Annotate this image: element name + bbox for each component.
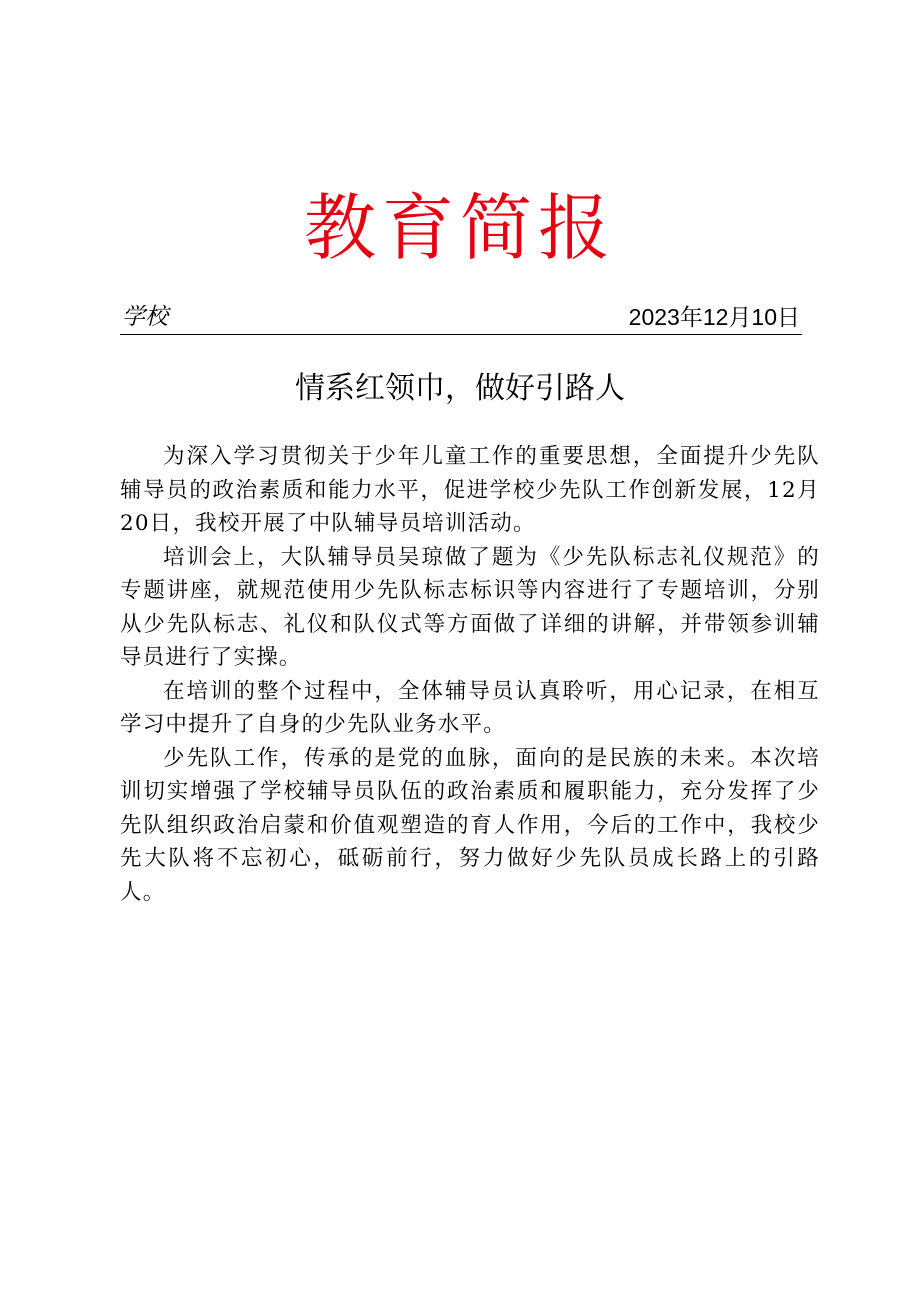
paragraph: 少先队工作，传承的是党的血脉，面向的是民族的未来。本次培训切实增强了学校辅导员队伍的政治素质和履职能力，充分发挥了少先队组织政治启蒙和价值观塑造的育人作用，今后的工作中，我校少先大队将不忘初心，砥砺前行，努力做好少先队员成长路上的引路人。 bbox=[120, 745, 820, 905]
issue-date: 2023年12月10日 bbox=[628, 304, 800, 330]
paragraph: 在培训的整个过程中，全体辅导员认真聆听，用心记录，在相互学习中提升了自身的少先队业务水平。 bbox=[120, 678, 820, 737]
article-title: 情系红领巾，做好引路人 bbox=[295, 371, 625, 406]
paragraph: 为深入学习贯彻关于少年儿童工作的重要思想，全面提升少先队辅导员的政治素质和能力水平，促进学校少先队工作创新发展，12月20日，我校开展了中队辅导员培训活动。 bbox=[120, 444, 820, 536]
meta-line bbox=[120, 300, 802, 335]
masthead-title: 教育简报 bbox=[303, 186, 616, 270]
school-label: 学校 bbox=[122, 304, 168, 330]
paragraph: 培训会上，大队辅导员吴琼做了题为《少先队标志礼仪规范》的专题讲座，就规范使用少先队标志标识等内容进行了专题培训，分别从少先队标志、礼仪和队仪式等方面做了详细的讲解，并带领参训辅导员进行了实操。 bbox=[120, 544, 820, 670]
article-body bbox=[120, 440, 820, 909]
